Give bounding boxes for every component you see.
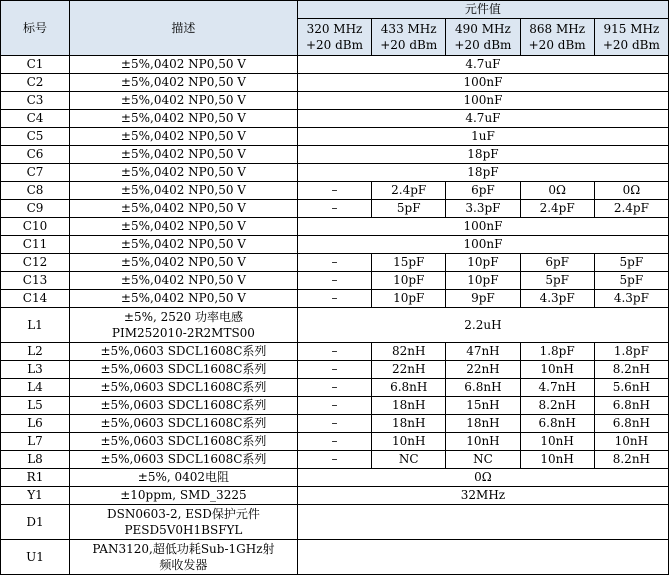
component-description	[69, 308, 297, 343]
component-value: 5pF	[594, 272, 668, 290]
component-description	[69, 379, 297, 397]
component-value-all: 18pF	[297, 146, 668, 164]
component-value: 10nH	[446, 433, 520, 451]
component-id: C10	[1, 218, 70, 236]
component-value: 6.8nH	[446, 379, 520, 397]
table-row	[1, 254, 669, 272]
component-value-all: 100nF	[297, 92, 668, 110]
component-value: 2.4pF	[594, 200, 668, 218]
table-row	[1, 74, 669, 92]
description-line: ±5%,0402 NP0,50 V	[120, 183, 246, 197]
component-id: L3	[1, 361, 70, 379]
table-row	[1, 236, 669, 254]
component-description	[69, 540, 297, 575]
component-value: 2.4pF	[520, 200, 594, 218]
component-value-all: 4.7uF	[297, 56, 668, 74]
table-row	[1, 451, 669, 469]
component-description	[69, 92, 297, 110]
component-value: –	[297, 254, 371, 272]
component-description	[69, 182, 297, 200]
component-value: 10nH	[520, 361, 594, 379]
component-value-all: 1uF	[297, 128, 668, 146]
description-line: ±5%,0402 NP0,50 V	[120, 111, 246, 125]
table-row	[1, 397, 669, 415]
component-description	[69, 110, 297, 128]
component-description	[69, 254, 297, 272]
table-row	[1, 182, 669, 200]
component-value: 5pF	[594, 254, 668, 272]
component-description	[69, 272, 297, 290]
component-id: L1	[1, 308, 70, 343]
component-description	[69, 361, 297, 379]
header-frequency	[297, 19, 371, 56]
description-line: ±5%, 0402电阻	[137, 470, 230, 484]
component-value: –	[297, 272, 371, 290]
table-row	[1, 272, 669, 290]
component-value-all: 18pF	[297, 164, 668, 182]
table-row	[1, 361, 669, 379]
component-id: R1	[1, 469, 70, 487]
power-label: +20 dBm	[528, 38, 586, 52]
description-line: ±5%,0402 NP0,50 V	[120, 75, 246, 89]
component-value: 10pF	[446, 254, 520, 272]
component-value: 5pF	[520, 272, 594, 290]
component-value: 22nH	[446, 361, 520, 379]
component-value: –	[297, 290, 371, 308]
component-value: –	[297, 379, 371, 397]
component-id: C9	[1, 200, 70, 218]
frequency-label: 868 MHz	[529, 22, 586, 36]
description-line: ±5%,0603 SDCL1608C系列	[100, 416, 267, 430]
component-value: 15nH	[446, 397, 520, 415]
component-value-all: 100nF	[297, 218, 668, 236]
component-value: 0Ω	[594, 182, 668, 200]
description-line: ±5%,0402 NP0,50 V	[120, 291, 246, 305]
table-row	[1, 415, 669, 433]
component-value: 4.3pF	[594, 290, 668, 308]
component-value: 10pF	[372, 290, 446, 308]
component-description	[69, 343, 297, 361]
component-value: 10nH	[520, 451, 594, 469]
component-value: 1.8pF	[594, 343, 668, 361]
power-label: +20 dBm	[602, 38, 660, 52]
header-frequency	[372, 19, 446, 56]
header-frequency	[594, 19, 668, 56]
component-id: C1	[1, 56, 70, 74]
table-row	[1, 92, 669, 110]
component-value: –	[297, 433, 371, 451]
component-value: 4.7nH	[520, 379, 594, 397]
component-value-all: 32MHz	[297, 487, 668, 505]
component-description	[69, 397, 297, 415]
component-value: –	[297, 200, 371, 218]
component-value: 47nH	[446, 343, 520, 361]
table-row	[1, 379, 669, 397]
component-value: 4.3pF	[520, 290, 594, 308]
component-value: 8.2nH	[594, 361, 668, 379]
component-description	[69, 164, 297, 182]
component-value: –	[297, 415, 371, 433]
power-label: +20 dBm	[380, 38, 438, 52]
table-row	[1, 110, 669, 128]
description-line: DSN0603-2, ESD保护元件	[107, 507, 260, 521]
component-value: 8.2nH	[594, 451, 668, 469]
component-id: L8	[1, 451, 70, 469]
table-row	[1, 200, 669, 218]
component-value: 10pF	[446, 272, 520, 290]
description-line: ±5%,0402 NP0,50 V	[120, 147, 246, 161]
component-value: 18nH	[372, 415, 446, 433]
description-line: ±5%,0402 NP0,50 V	[120, 165, 246, 179]
component-id: C8	[1, 182, 70, 200]
component-id: D1	[1, 505, 70, 540]
component-id: C14	[1, 290, 70, 308]
component-description	[69, 415, 297, 433]
description-line: ±5%,0603 SDCL1608C系列	[100, 398, 267, 412]
description-line: ±5%, 2520 功率电感	[123, 310, 243, 324]
component-value: 6.8nH	[594, 415, 668, 433]
description-line: ±5%,0402 NP0,50 V	[120, 219, 246, 233]
table-row	[1, 56, 669, 74]
table-row	[1, 128, 669, 146]
power-label: +20 dBm	[454, 38, 512, 52]
header-description: 描述	[69, 1, 297, 56]
component-value: –	[297, 182, 371, 200]
table-row	[1, 146, 669, 164]
component-value: NC	[372, 451, 446, 469]
component-value: 82nH	[372, 343, 446, 361]
component-description	[69, 218, 297, 236]
header-frequency	[446, 19, 520, 56]
description-line: ±5%,0402 NP0,50 V	[120, 93, 246, 107]
component-value: –	[297, 451, 371, 469]
component-value: NC	[446, 451, 520, 469]
component-value: 8.2nH	[520, 397, 594, 415]
table-row	[1, 540, 669, 575]
component-id: C6	[1, 146, 70, 164]
table-row	[1, 308, 669, 343]
component-value: 6pF	[520, 254, 594, 272]
component-id: L5	[1, 397, 70, 415]
component-value-all: 100nF	[297, 236, 668, 254]
component-value: 18nH	[372, 397, 446, 415]
description-line: ±5%,0402 NP0,50 V	[120, 57, 246, 71]
description-line: ±5%,0402 NP0,50 V	[120, 237, 246, 251]
header-component-value: 元件值	[297, 1, 668, 19]
table-row	[1, 343, 669, 361]
component-description	[69, 74, 297, 92]
component-description	[69, 200, 297, 218]
component-value: 3.3pF	[446, 200, 520, 218]
table-row	[1, 487, 669, 505]
table-row	[1, 505, 669, 540]
description-line: ±5%,0603 SDCL1608C系列	[100, 344, 267, 358]
component-value: 5pF	[372, 200, 446, 218]
component-value: 10nH	[520, 433, 594, 451]
table-row	[1, 290, 669, 308]
frequency-label: 915 MHz	[603, 22, 660, 36]
component-value: 6pF	[446, 182, 520, 200]
component-id: C13	[1, 272, 70, 290]
component-value: 9pF	[446, 290, 520, 308]
component-value: 6.8nH	[520, 415, 594, 433]
component-id: C12	[1, 254, 70, 272]
table-row	[1, 469, 669, 487]
component-value-all: 2.2uH	[297, 308, 668, 343]
description-line: 频收发器	[159, 558, 208, 572]
component-id: L4	[1, 379, 70, 397]
component-id: C5	[1, 128, 70, 146]
component-value: 6.8nH	[594, 397, 668, 415]
component-value-all: 4.7uF	[297, 110, 668, 128]
component-value: 1.8pF	[520, 343, 594, 361]
description-line: ±5%,0603 SDCL1608C系列	[100, 362, 267, 376]
header-frequency	[520, 19, 594, 56]
component-value-all: 100nF	[297, 74, 668, 92]
component-value: 2.4pF	[372, 182, 446, 200]
component-value: 10nH	[594, 433, 668, 451]
component-value: 10pF	[372, 272, 446, 290]
component-value-all	[297, 505, 668, 540]
component-value: 10nH	[372, 433, 446, 451]
component-description	[69, 487, 297, 505]
component-description	[69, 56, 297, 74]
component-description	[69, 236, 297, 254]
component-description	[69, 451, 297, 469]
table-row	[1, 433, 669, 451]
table-row	[1, 164, 669, 182]
component-value: 5.6nH	[594, 379, 668, 397]
component-description	[69, 128, 297, 146]
description-line: ±5%,0402 NP0,50 V	[120, 201, 246, 215]
component-id: L7	[1, 433, 70, 451]
component-id: U1	[1, 540, 70, 575]
component-description	[69, 290, 297, 308]
component-value: 18nH	[446, 415, 520, 433]
component-value: –	[297, 397, 371, 415]
component-id: C2	[1, 74, 70, 92]
component-value-all: 0Ω	[297, 469, 668, 487]
description-line: PAN3120,超低功耗Sub-1GHz射	[92, 542, 275, 556]
frequency-label: 433 MHz	[380, 22, 437, 36]
component-id: C3	[1, 92, 70, 110]
description-line: ±5%,0603 SDCL1608C系列	[100, 380, 267, 394]
component-value: 15pF	[372, 254, 446, 272]
component-value: 0Ω	[520, 182, 594, 200]
description-line: ±5%,0402 NP0,50 V	[120, 255, 246, 269]
component-value: –	[297, 361, 371, 379]
component-value: 22nH	[372, 361, 446, 379]
description-line: ±5%,0402 NP0,50 V	[120, 273, 246, 287]
component-description	[69, 146, 297, 164]
frequency-label: 490 MHz	[455, 22, 511, 36]
component-id: C11	[1, 236, 70, 254]
description-line: ±5%,0603 SDCL1608C系列	[100, 434, 267, 448]
table-row	[1, 218, 669, 236]
description-line: ±5%,0603 SDCL1608C系列	[100, 452, 267, 466]
description-line: ±10ppm, SMD_3225	[120, 488, 247, 502]
component-description	[69, 505, 297, 540]
description-line: ±5%,0402 NP0,50 V	[120, 129, 246, 143]
power-label: +20 dBm	[305, 38, 363, 52]
component-id: Y1	[1, 487, 70, 505]
description-line: PESD5V0H1BSFYL	[124, 523, 243, 537]
component-id: C7	[1, 164, 70, 182]
component-id: C4	[1, 110, 70, 128]
frequency-label: 320 MHz	[306, 22, 363, 36]
header-id: 标号	[1, 1, 70, 56]
component-value: 6.8nH	[372, 379, 446, 397]
description-line: PIM252010-2R2MTS00	[111, 326, 255, 340]
component-value-all	[297, 540, 668, 575]
component-id: L6	[1, 415, 70, 433]
component-id: L2	[1, 343, 70, 361]
component-description	[69, 469, 297, 487]
component-value: –	[297, 343, 371, 361]
component-description	[69, 433, 297, 451]
